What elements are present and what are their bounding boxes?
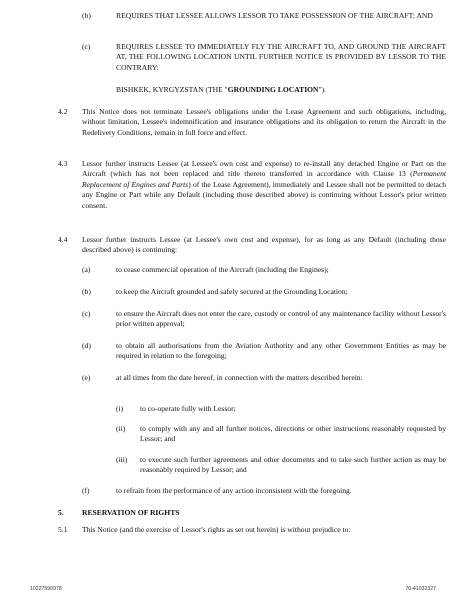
clause-number-4-2: 4.2 <box>58 107 68 116</box>
sub-item-text-ii: to comply with any and all further notices, directions or other instructions reasonably requested by Lessor; and <box>140 424 446 444</box>
clause-text-4-4: Lessor further instructs Lessee (at Lessee's own cost and expense), for as long as any Default (including those described above) is continuing: <box>82 235 446 255</box>
location-prefix: BISHKEK, KYRGYZSTAN (THE " <box>116 85 228 94</box>
sub-item-text-iii: to execute such further agreements and other documents and to take such further action as may be reasonably required by Lessor; and <box>140 455 446 475</box>
item-label-b2: (b) <box>82 287 91 296</box>
item-label-e: (e) <box>82 373 91 382</box>
item-text-a: to cease commercial operation of the Aircraft (including the Engines); <box>116 265 329 274</box>
sub-item-label-i: (i) <box>116 404 124 413</box>
item-label-d: (d) <box>82 341 91 350</box>
item-text-f: to refrain from the performance of any action inconsistent with the foregoing. <box>116 486 352 495</box>
clause-text-4-3 <box>82 159 446 211</box>
location-suffix: "). <box>318 85 327 94</box>
clause-text-5-1: This Notice (and the exercise of Lessor's rights as set out herein) is without prejudice to: <box>82 525 351 534</box>
item-label-f: (f) <box>82 486 90 495</box>
sub-item-label-ii: (ii) <box>116 424 126 433</box>
clause-number-4-3: 4.3 <box>58 159 68 168</box>
item-text-e: at all times from the date hereof, in connection with the matters described herein: <box>116 373 363 382</box>
item-label-b: (b) <box>82 11 91 20</box>
footer-document-id-left: 10227590978 <box>30 586 62 592</box>
clause-text-4-2: This Notice does not terminate Lessee's obligations under the Lease Agreement and such obligations, including, without limitation, Lessee's indemnification and insurance obligations and its obligation to return the Aircraft in the Redelivery Conditions, remain in full force and effect. <box>82 107 446 137</box>
clause-4-3-part-b: ) of the Lease Agreement), immediately and Lessee shall not be permitted to detach any Engine or Part while any Default (including those described above) is continuing without Lessor's prior written consent. <box>82 179 447 210</box>
clause-4-3-part-a: Lessor further instructs Lessee (at Lessee's own cost and expense) to re-install any detached Engine or Part on the Aircraft (which has not been replaced and title thereto transferred in accordance with Clause 13 ( <box>82 159 446 179</box>
section-number-5: 5. <box>58 508 64 517</box>
section-heading-5: RESERVATION OF RIGHTS <box>82 508 180 517</box>
clause-4-3-italic-title: Permanent Replacement of Engines and Parts <box>82 169 446 189</box>
clause-number-5-1: 5.1 <box>58 525 68 534</box>
item-text-c2: to ensure the Aircraft does not enter the care, custody or control of any maintenance facility without Lessor's prior written approval; <box>116 309 446 329</box>
location-defined-term: GROUNDING LOCATION <box>227 85 319 94</box>
item-label-a: (a) <box>82 265 91 274</box>
item-label-c: (c) <box>82 42 91 51</box>
item-text-d: to obtain all authorisations from the Aviation Authority and any other Government Entities as may be required in relation to the foregoing; <box>116 341 446 361</box>
item-label-c2: (c) <box>82 309 91 318</box>
item-text-b2: to keep the Aircraft grounded and safely secured at the Grounding Location; <box>116 287 348 296</box>
footer-document-id-right: 70-41032327 <box>405 586 436 592</box>
grounding-location <box>116 85 446 95</box>
item-text-c: REQUIRES LESSEE TO IMMEDIATELY FLY THE AIRCRAFT TO, AND GROUND THE AIRCRAFT AT, THE FOLLOWING LOCATION UNTIL FURTHER NOTICE IS PROVIDED BY LESSOR TO THE CONTRARY: <box>116 42 446 72</box>
sub-item-text-i: to co-operate fully with Lessor; <box>140 404 236 413</box>
clause-number-4-4: 4.4 <box>58 235 68 244</box>
sub-item-label-iii: (iii) <box>116 455 128 464</box>
item-text-b: REQUIRES THAT LESSEE ALLOWS LESSOR TO TAKE POSSESSION OF THE AIRCRAFT; AND <box>116 11 433 20</box>
